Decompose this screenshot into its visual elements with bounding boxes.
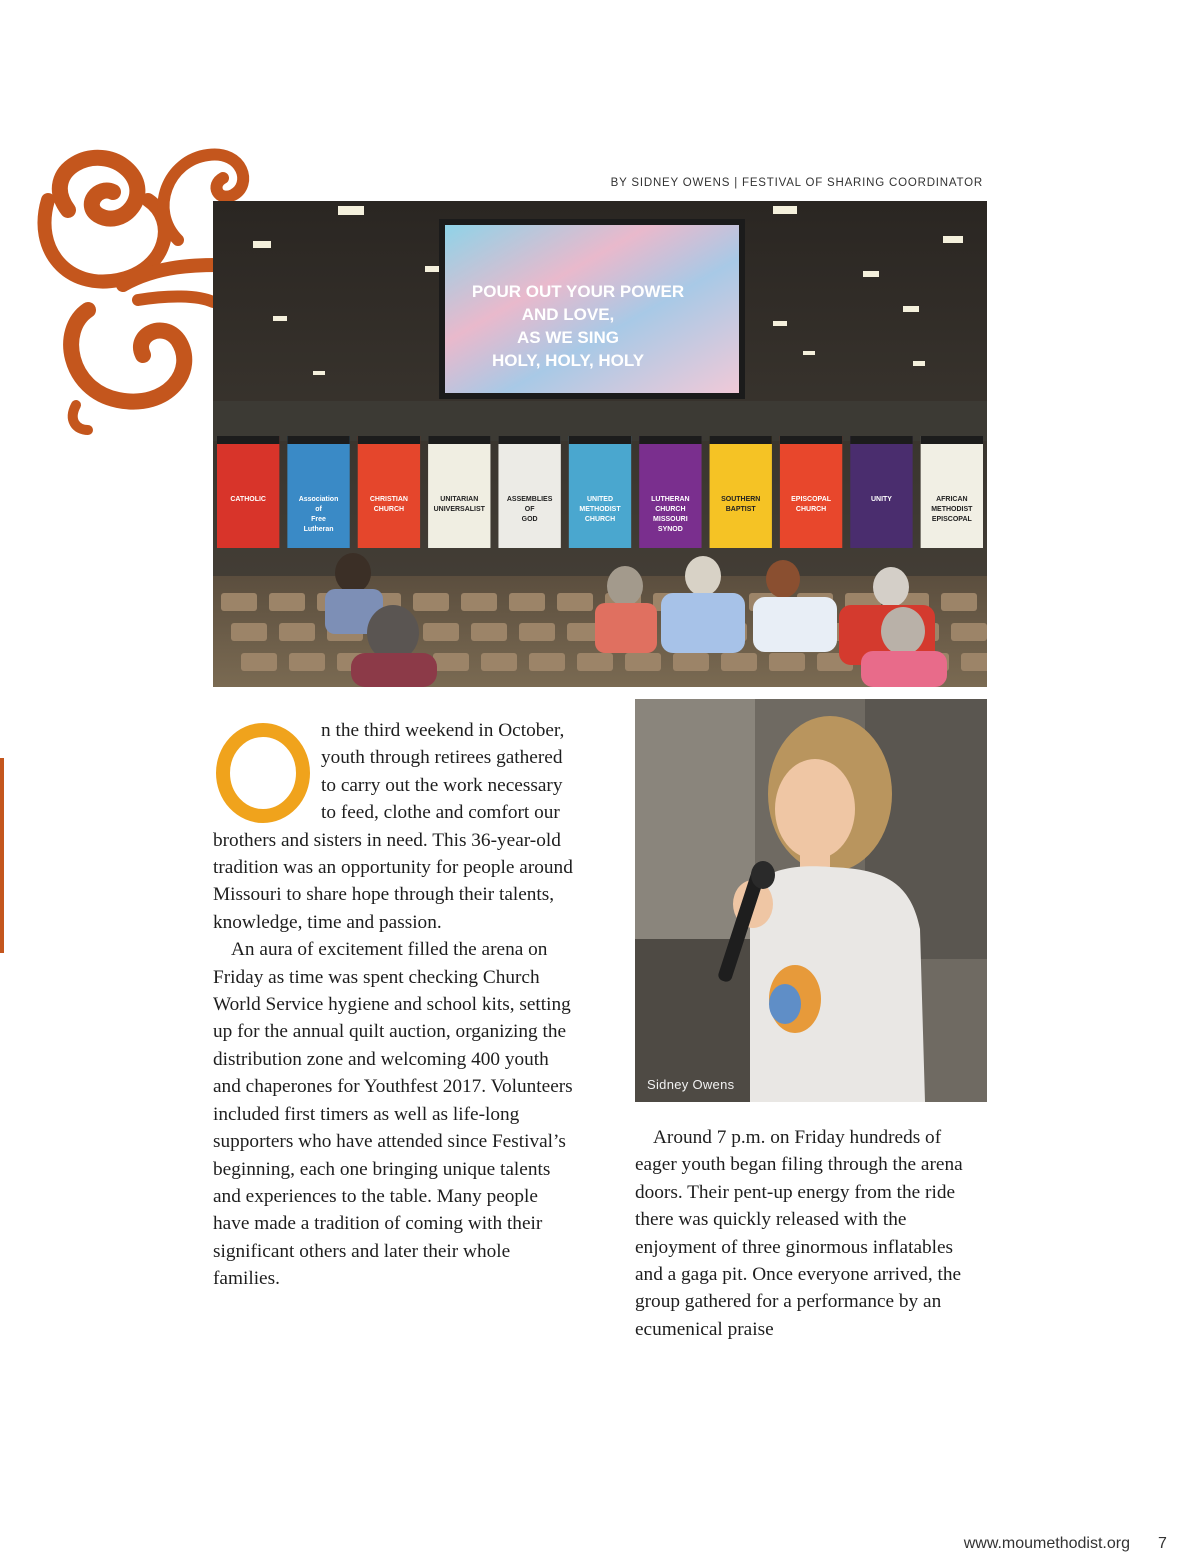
article-paragraph-3: Around 7 p.m. on Friday hundreds of eager youth began filing through the arena doors. Their pent-up energy from the ride there was quickly released with the enjoyment of three ginormous inflatables and a gaga pit. Once everyone arrived, the group gathered for a performance by an ecumenical praise: [635, 1127, 963, 1340]
svg-text:OF: OF: [524, 506, 535, 513]
denomination-banner: [569, 436, 631, 548]
svg-text:AFRICAN: AFRICAN: [936, 496, 968, 503]
photo-credit: Sidney Owens: [647, 1077, 735, 1092]
article-column-right: [635, 1124, 985, 1343]
denomination-banner: [921, 436, 983, 548]
left-edge-accent-bar: [0, 758, 4, 953]
svg-text:CHURCH: CHURCH: [795, 506, 827, 513]
denomination-banner: [710, 436, 772, 548]
denomination-banner: [780, 436, 842, 548]
article-paragraph-1: n the third weekend in October, youth through retirees gathered to carry out the work necessary to feed, clothe and comfort our brothers and sisters in need. This 36-year-old tradition was an opportunity for people around Missouri to share hope through their talents, knowledge, time and passion.: [213, 720, 573, 933]
svg-text:CHRISTIAN: CHRISTIAN: [369, 496, 408, 503]
screen-lyric-line: HOLY, HOLY, HOLY: [491, 351, 645, 370]
screen-lyric-line: AND LOVE,: [521, 305, 615, 324]
screen-lyric-line: AS WE SING: [516, 328, 620, 347]
svg-text:UNIVERSALIST: UNIVERSALIST: [433, 506, 485, 513]
svg-text:Association: Association: [298, 496, 339, 503]
dropcap-o: [213, 719, 313, 824]
svg-text:Free: Free: [311, 516, 326, 523]
svg-text:CHURCH: CHURCH: [584, 516, 616, 523]
svg-text:UNITY: UNITY: [870, 496, 892, 503]
svg-text:UNITED: UNITED: [586, 496, 614, 503]
svg-text:GOD: GOD: [521, 516, 538, 523]
denomination-banner: [358, 436, 420, 548]
denomination-banner: [428, 436, 490, 548]
svg-text:BAPTIST: BAPTIST: [725, 506, 756, 513]
svg-text:UNITARIAN: UNITARIAN: [440, 496, 479, 503]
page-number: 7: [1158, 1535, 1167, 1552]
screen-lyric-line: POUR OUT YOUR POWER: [471, 282, 685, 301]
denomination-banner: [217, 436, 279, 548]
article-paragraph-2: An aura of excitement filled the arena on Friday as time was spent checking Church World Service hygiene and school kits, setting up for the annual quilt auction, organizing the distribution zone and welcoming 400 youth and chaperones for Youthfest 2017. Volunteers included first timers as well as life-long supporters who have attended since Festival’s beginning, each one bringing unique talents and experiences to the table. Many people have made a tradition of coming with their significant others and later their whole families.: [213, 939, 573, 1290]
svg-text:EPISCOPAL: EPISCOPAL: [931, 516, 972, 523]
svg-text:EPISCOPAL: EPISCOPAL: [791, 496, 832, 503]
footer-website-url[interactable]: www.moumethodist.org: [963, 1535, 1130, 1552]
svg-text:METHODIST: METHODIST: [579, 506, 621, 513]
svg-text:SOUTHERN: SOUTHERN: [721, 496, 761, 503]
denomination-banner: [850, 436, 912, 548]
svg-text:SYNOD: SYNOD: [657, 526, 683, 533]
svg-text:ASSEMBLIES: ASSEMBLIES: [506, 496, 553, 503]
svg-text:CHURCH: CHURCH: [655, 506, 686, 513]
svg-text:Lutheran: Lutheran: [303, 526, 334, 533]
svg-text:CHURCH: CHURCH: [373, 506, 405, 513]
hero-photo-arena: [213, 201, 987, 687]
svg-text:MISSOURI: MISSOURI: [653, 516, 688, 523]
denomination-banner: [287, 436, 349, 548]
denomination-banner: [498, 436, 560, 548]
denomination-banner: [639, 436, 701, 548]
portrait-photo-speaker: [635, 699, 987, 1102]
svg-text:of: of: [315, 506, 322, 513]
svg-text:CATHOLIC: CATHOLIC: [230, 496, 267, 503]
article-column-left: [213, 717, 573, 1293]
svg-text:METHODIST: METHODIST: [931, 506, 973, 513]
svg-text:LUTHERAN: LUTHERAN: [651, 496, 690, 503]
byline: BY SIDNEY OWENS | FESTIVAL OF SHARING COORDINATOR: [610, 177, 983, 189]
